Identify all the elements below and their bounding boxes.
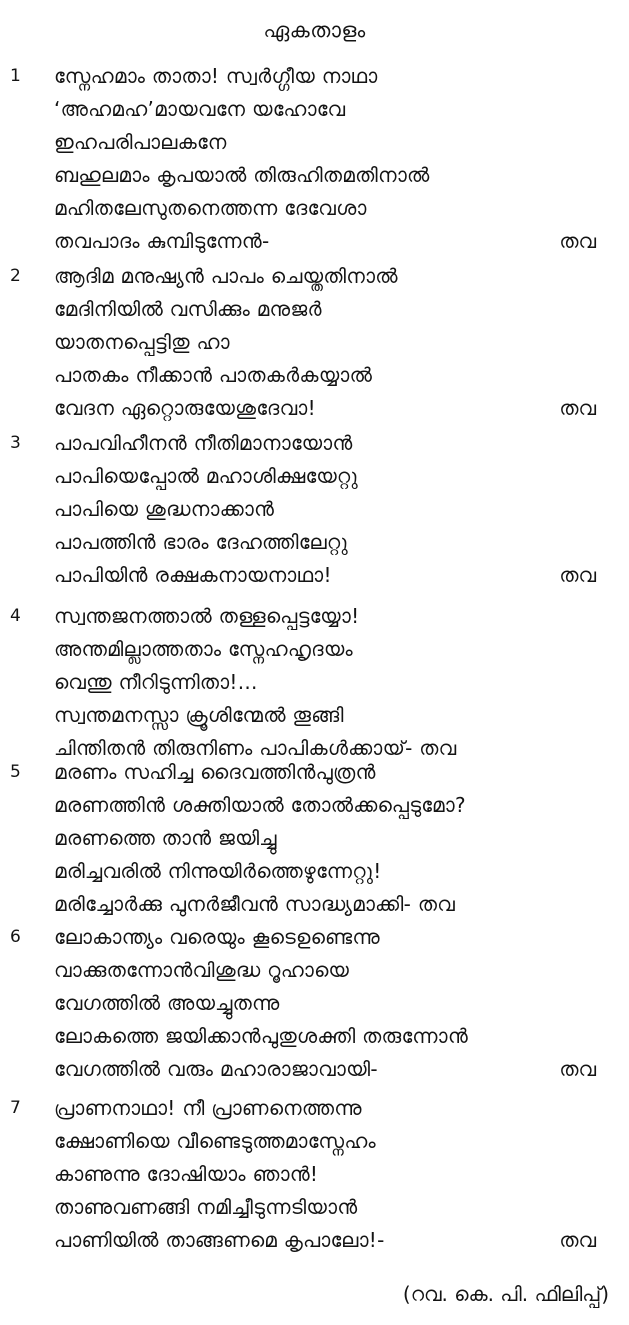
stanza-lines (54, 260, 614, 425)
verse-line: മേദിനിയിൽ വസിക്കും മനുജർ (54, 297, 322, 321)
verse-line: വേഗത്തിൽ അയച്ചുതന്നു (54, 991, 280, 1015)
verse-line: ഇഹപരിപാലകനേ (54, 130, 227, 154)
verse-line: ക്ഷോണിയെ വീണ്ടെടുത്തമാസ്നേഹം (54, 1129, 376, 1153)
verse-line: വാക്കുതന്നോൻവിശുദ്ധ റൂഹായെ (54, 958, 350, 982)
verse-line: പാണിയിൽ താങ്ങണമെ കൃപാലോ!- (54, 1228, 385, 1252)
verse-line: പാപിയെ ശുദ്ധനാക്കാൻ (54, 497, 275, 521)
verse-line: ആദിമ മനുഷ്യൻ പാപം ചെയ്തതിനാൽ (54, 264, 398, 288)
verse-line: മരണം സഹിച്ച ദൈവത്തിൻപുത്രൻ (54, 760, 376, 784)
verse-line: ലോകത്തെ ജയിക്കാൻപുതുശക്തി തരുന്നോൻ (54, 1024, 469, 1048)
verse-line: മരിച്ചവരിൽ നിന്നുയിർത്തെഴുന്നേറ്റു! (54, 859, 382, 883)
stanza-lines (54, 600, 614, 765)
verse-line: വേഗത്തിൽ വരും മഹാരാജാവായി- (54, 1057, 378, 1081)
stanza-lines (54, 1092, 614, 1257)
refrain-marker: തവ (559, 1228, 596, 1252)
verse-line: ബഹുലമാം കൃപയാൽ തിരുഹിതമതിനാൽ (54, 163, 430, 187)
stanza-number: 2 (10, 266, 21, 286)
verse-line: യാതനപ്പെട്ടിതു ഹാ (54, 330, 230, 354)
verse-line: മരിച്ചോർക്കു പുനർജീവൻ സാദ്ധ്യമാക്കി- തവ (54, 892, 456, 916)
verse-line: ലോകാന്ത്യം വരെയും കൂടെഉണ്ടെന്നു (54, 925, 380, 949)
verse-line: താണുവണങ്ങി നമിച്ചീടുന്നടിയാൻ (54, 1195, 358, 1219)
refrain-marker: തവ (559, 563, 596, 587)
stanza-lines (54, 60, 614, 258)
stanza-number: 6 (10, 927, 21, 947)
refrain-marker: തവ (559, 1057, 596, 1081)
stanza-number: 7 (10, 1098, 21, 1118)
verse-line: പാതകം നീക്കാൻ പാതകർകയ്യാൽ (54, 363, 373, 387)
verse-line: അന്തമില്ലാത്തതാം സ്നേഹഹൃദയം (54, 637, 353, 661)
stanza-number: 1 (10, 66, 21, 86)
verse-line: വെന്തു നീറിടുന്നിതാ!... (54, 670, 258, 694)
hymn-author: (റവ. കെ. പി. ഫിലിപ്പ്) (402, 1282, 609, 1306)
verse-line: സ്വന്തജനത്താൽ തള്ളപ്പെട്ടയ്യോ! (54, 604, 360, 628)
verse-line: മരണത്തെ താൻ ജയിച്ചു (54, 826, 277, 850)
verse-line: ചിന്തിതൻ തിരുനിണം പാപികൾക്കായ്- തവ (54, 736, 457, 760)
verse-line: പാപിയിൻ രക്ഷകനായനാഥാ! (54, 563, 332, 587)
verse-line: സ്വന്തമനസ്സാ ക്രൂശിന്മേൽ തൂങ്ങി (54, 703, 344, 727)
verse-line: പാപിയെപ്പോൽ മഹാശിക്ഷയേറ്റു (54, 464, 358, 488)
refrain-marker: തവ (559, 229, 596, 253)
stanza-number: 3 (10, 433, 21, 453)
stanza-number: 4 (10, 606, 21, 626)
verse-line: പ്രാണനാഥാ! നീ പ്രാണനെത്തന്നു (54, 1096, 362, 1120)
stanza-number: 5 (10, 762, 21, 782)
verse-line: മരണത്തിൻ ശക്തിയാൽ തോൽക്കപ്പെടുമോ? (54, 793, 466, 817)
verse-line: ‘അഹമഹ’മായവനേ യഹോവേ (54, 97, 346, 121)
refrain-marker: തവ (559, 396, 596, 420)
verse-line: പാപത്തിൻ ഭാരം ദേഹത്തിലേറ്റു (54, 530, 348, 554)
stanza-lines (54, 756, 614, 921)
verse-line: പാപവിഹീനൻ നീതിമാനായോൻ (54, 431, 353, 455)
verse-line: തവപാദം കുമ്പിടുന്നേൻ- (54, 229, 270, 253)
verse-line: സ്നേഹമാം താതാ! സ്വർഗ്ഗീയ നാഥാ (54, 64, 378, 88)
stanza-lines (54, 427, 614, 592)
stanza-lines (54, 921, 614, 1086)
verse-line: കാണുന്നു ദോഷിയാം ഞാൻ! (54, 1162, 319, 1186)
verse-line: മഹിതലേസുതനെത്തന്ന ദേവേശാ (54, 196, 367, 220)
hymn-title: ഏകതാളം (263, 18, 366, 42)
verse-line: വേദന ഏറ്റൊരുയേശുദേവാ! (54, 396, 316, 420)
